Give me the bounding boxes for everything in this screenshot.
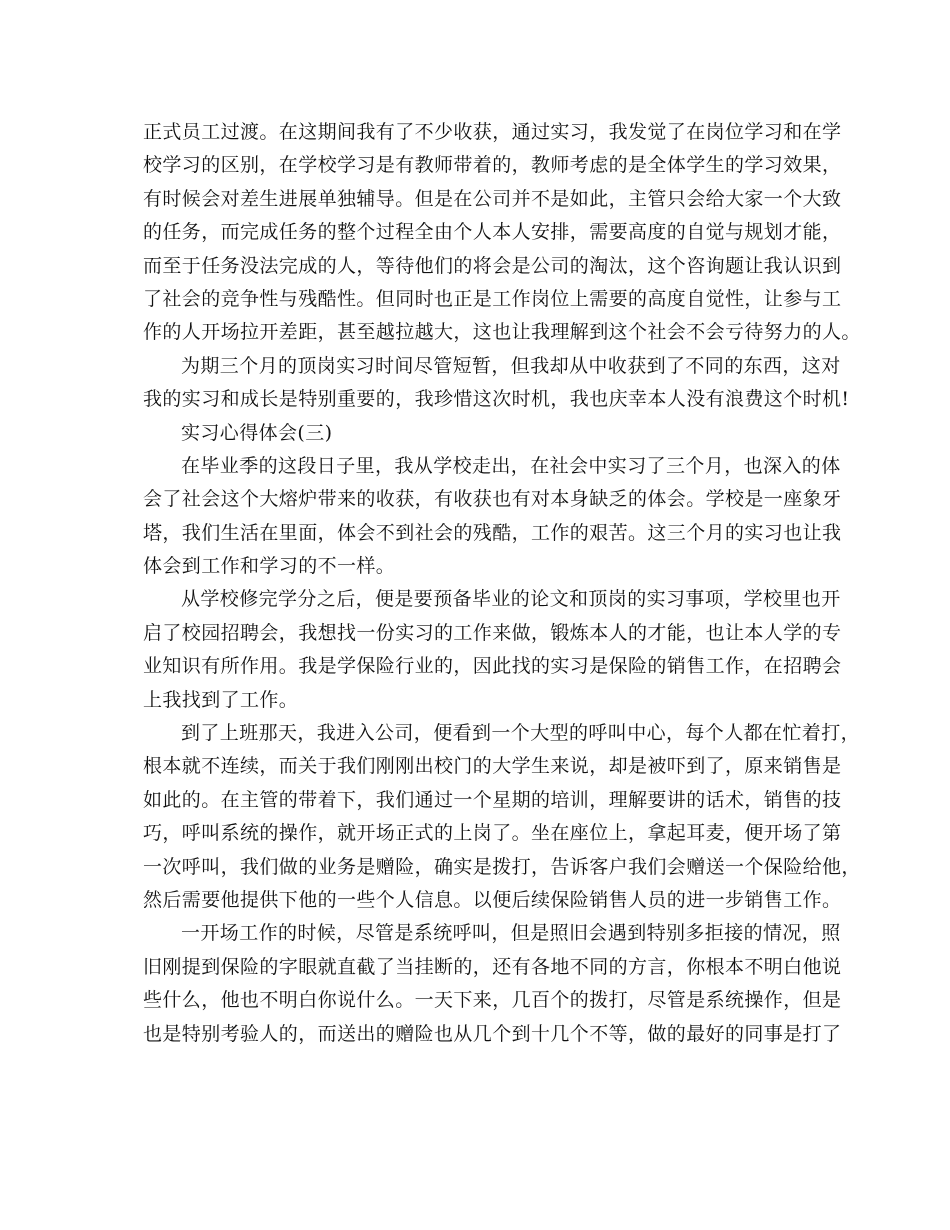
text-line: 体会到工作和学习的不一样。 bbox=[143, 555, 396, 578]
text-line: 上我找到了工作。 bbox=[143, 688, 299, 711]
text-line: 些什么，他也不明白你说什么。一天下来，几百个的拨打，尽管是系统操作，但是 bbox=[143, 989, 842, 1012]
text-line: 的任务，而完成任务的整个过程全由个人本人安排，需要高度的自觉与规划才能， bbox=[143, 221, 842, 244]
text-line: 了社会的竞争性与残酷性。但同时也正是工作岗位上需要的高度自觉性，让参与工 bbox=[143, 287, 842, 310]
text-line: 有时候会对差生进展单独辅导。但是在公司并不是如此，主管只会给大家一个大致 bbox=[143, 187, 842, 210]
text-line: 会了社会这个大熔炉带来的收获，有收获也有对本身缺乏的体会。学校是一座象牙 bbox=[143, 488, 842, 511]
text-line: 从学校修完学分之后，便是要预备毕业的论文和顶岗的实习事项，学校里也开 bbox=[181, 588, 841, 611]
text-line: 到了上班那天，我进入公司，便看到一个大型的呼叫中心，每个人都在忙着打， bbox=[181, 722, 861, 745]
text-line: 根本就不连续，而关于我们刚刚出校门的大学生来说，却是被吓到了，原来销售是 bbox=[143, 755, 842, 778]
section-heading: 实习心得体会(三) bbox=[181, 421, 333, 444]
text-line: 为期三个月的顶岗实习时间尽管短暂，但我却从中收获到了不同的东西，这对 bbox=[181, 354, 841, 377]
text-line: 启了校园招聘会，我想找一份实习的工作来做，锻炼本人的才能，也让本人学的专 bbox=[143, 621, 842, 644]
text-line: 旧刚提到保险的字眼就直截了当挂断的，还有各地不同的方言，你根本不明白他说 bbox=[143, 955, 842, 978]
text-line: 一开场工作的时候，尽管是系统呼叫，但是照旧会遇到特别多拒接的情况，照 bbox=[181, 922, 841, 945]
text-line: 而至于任务没法完成的人，等待他们的将会是公司的淘汰，这个咨询题让我认识到 bbox=[143, 254, 842, 277]
document-body bbox=[143, 116, 861, 1051]
text-line: 如此的。在主管的带着下，我们通过一个星期的培训，理解要讲的话术，销售的技 bbox=[143, 788, 842, 811]
text-line: 我的实习和成长是特别重要的，我珍惜这次时机，我也庆幸本人没有浪费这个时机! bbox=[143, 388, 850, 411]
text-line: 一次呼叫，我们做的业务是赠险，确实是拨打，告诉客户我们会赠送一个保险给他， bbox=[143, 855, 861, 878]
text-line: 巧，呼叫系统的操作，就开场正式的上岗了。坐在座位上，拿起耳麦，便开场了第 bbox=[143, 822, 842, 845]
text-line: 作的人开场拉开差距，甚至越拉越大，这也让我理解到这个社会不会亏待努力的人。 bbox=[143, 321, 861, 344]
text-line: 塔，我们生活在里面，体会不到社会的残酷，工作的艰苦。这三个月的实习也让我 bbox=[143, 521, 842, 544]
text-line: 然后需要他提供下他的一些个人信息。以便后续保险销售人员的进一步销售工作。 bbox=[143, 888, 842, 911]
text-line: 在毕业季的这段日子里，我从学校走出，在社会中实习了三个月，也深入的体 bbox=[181, 454, 841, 477]
text-line: 也是特别考验人的，而送出的赠险也从几个到十几个不等，做的最好的同事是打了 bbox=[143, 1022, 842, 1045]
text-line: 校学习的区别，在学校学习是有教师带着的，教师考虑的是全体学生的学习效果， bbox=[143, 154, 842, 177]
text-line: 正式员工过渡。在这期间我有了不少收获，通过实习，我发觉了在岗位学习和在学 bbox=[143, 121, 842, 143]
text-line: 业知识有所作用。我是学保险行业的，因此找的实习是保险的销售工作，在招聘会 bbox=[143, 655, 842, 678]
